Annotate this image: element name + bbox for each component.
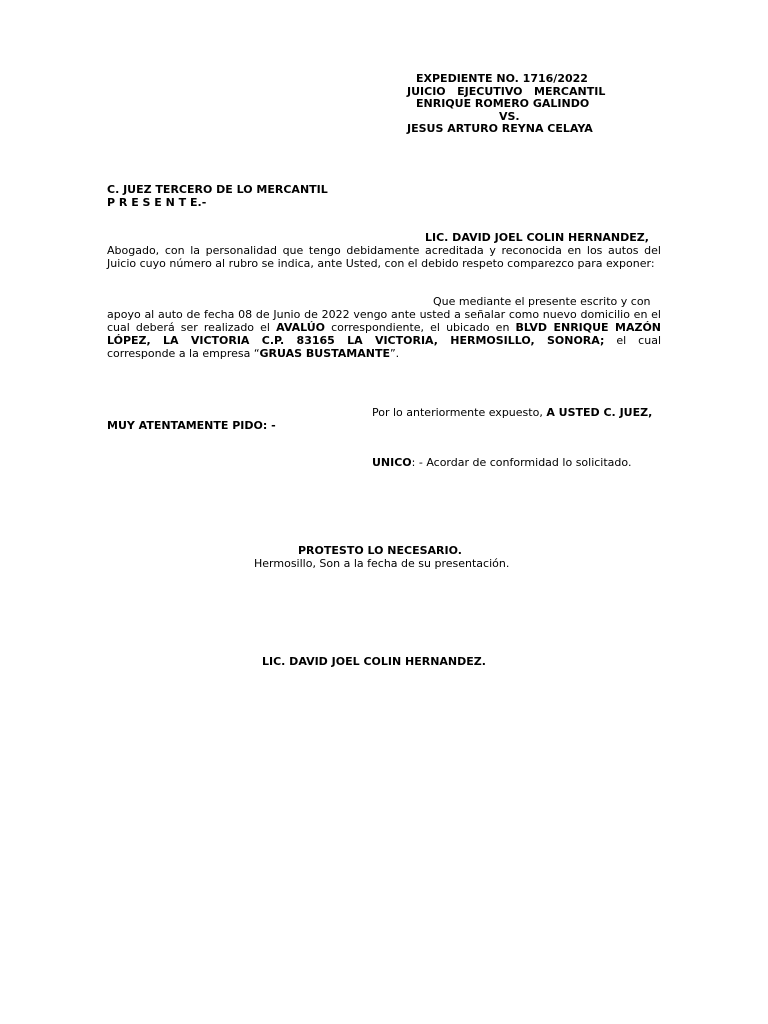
intro-line-2: Juicio cuyo número al rubro se indica, ante Usted, con el debido respeto comparezco para exponer: — [107, 257, 655, 270]
presente: P R E S E N T E.- — [107, 196, 207, 209]
unico-label: UNICO — [372, 456, 412, 469]
intro-line-1: Abogado, con la personalidad que tengo debidamente acreditada y reconocida en los autos del — [107, 244, 661, 257]
body-line-5 — [107, 347, 399, 360]
address-part-2: LÓPEZ, LA VICTORIA C.P. 83165 LA VICTORIA, HERMOSILLO, SONORA; — [107, 334, 605, 347]
signer-name: LIC. DAVID JOEL COLIN HERNANDEZ. — [262, 655, 486, 668]
unico-line — [372, 456, 631, 469]
body-line-5-text-c: ”. — [389, 347, 400, 360]
place-date: Hermosillo, Son a la fecha de su presentación. — [254, 557, 510, 570]
juicio-type: JUICIO EJECUTIVO MERCANTIL — [407, 85, 606, 98]
body-line-3-text-c: correspondiente, el ubicado en — [325, 321, 516, 334]
unico-text: : - Acordar de conformidad lo solicitado. — [411, 456, 632, 469]
body-line-1: Que mediante el presente escrito y con — [433, 295, 651, 308]
a-usted-text: A USTED C. JUEZ, — [546, 406, 653, 419]
closing-line — [372, 406, 652, 419]
protesto: PROTESTO LO NECESARIO. — [298, 544, 462, 557]
body-line-3-text-a: cual deberá ser realizado el — [107, 321, 277, 334]
body-line-4 — [107, 334, 661, 347]
lawyer-name: LIC. DAVID JOEL COLIN HERNANDEZ, — [425, 231, 649, 244]
actor-name: ENRIQUE ROMERO GALINDO — [416, 97, 590, 110]
closing-text: Por lo anteriormente expuesto, — [372, 406, 547, 419]
address-part-1: BLVD ENRIQUE MAZÓN — [515, 321, 661, 334]
avaluo-text: AVALÚO — [276, 321, 326, 334]
versus: VS. — [499, 110, 520, 123]
demandado-name: JESUS ARTURO REYNA CELAYA — [407, 122, 593, 135]
body-line-4-text-b: el cual — [604, 334, 661, 347]
company-name: GRUAS BUSTAMANTE — [259, 347, 390, 360]
body-line-3 — [107, 321, 661, 334]
muy-atentamente: MUY ATENTAMENTE PIDO: - — [107, 419, 276, 432]
expediente-number: EXPEDIENTE NO. 1716/2022 — [416, 72, 588, 85]
judge-addressee: C. JUEZ TERCERO DE LO MERCANTIL — [107, 183, 328, 196]
body-line-5-text-a: corresponde a la empresa “ — [107, 347, 260, 360]
body-line-2: apoyo al auto de fecha 08 de Junio de 2022 vengo ante usted a señalar como nuevo domicilio en el — [107, 308, 661, 321]
